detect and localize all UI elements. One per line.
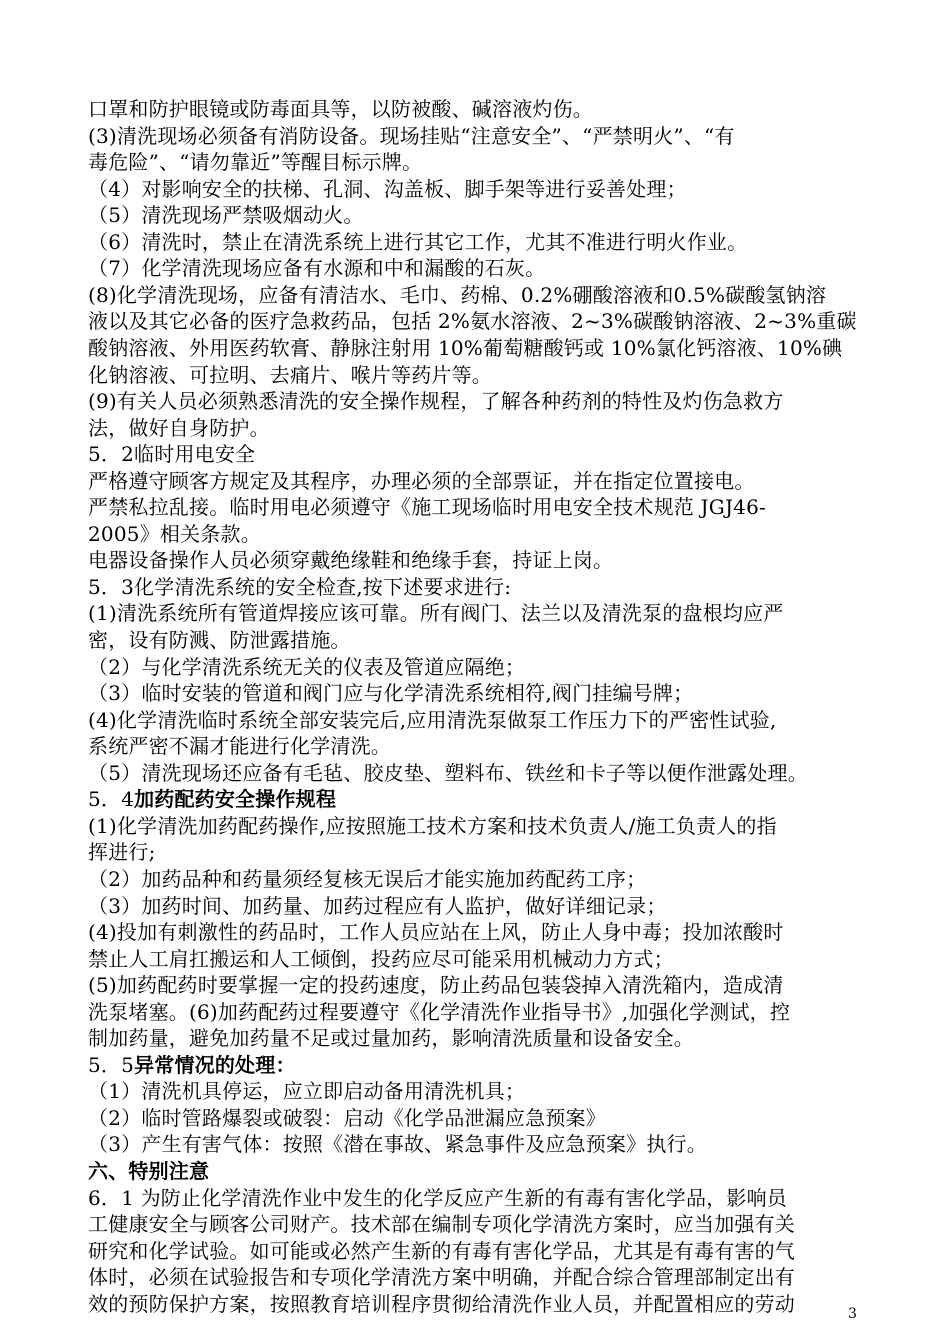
text-line xyxy=(88,308,878,334)
text-line xyxy=(88,282,878,308)
text-line xyxy=(88,255,878,281)
line-text: 口罩和防护眼镜或防毒面具等，以防被酸、碱溶液灼伤。 xyxy=(88,97,593,121)
line-text: (4)化学清洗临时系统全部安装完后,应用清洗泵做泵工作压力下的严密性试验, xyxy=(88,707,777,732)
line-text: 禁止人工肩扛搬运和人工倾倒，投药应尽可能采用机械动力方式； xyxy=(88,946,674,971)
text-line xyxy=(88,202,878,228)
text-line xyxy=(88,388,878,414)
line-text: （3）加药时间、加药量、加药过程应有人监护，做好详细记录； xyxy=(88,893,667,918)
line-text: （5）清洗现场还应备有毛毡、胶皮垫、塑料布、铁丝和卡子等以便作泄露处理。 xyxy=(88,760,808,785)
line-text: （6）清洗时，禁止在清洗系统上进行其它工作，尤其不准进行明火作业。 xyxy=(88,229,748,254)
text-line xyxy=(88,494,878,520)
line-text: （5）清洗现场严禁吸烟动火。 xyxy=(88,203,364,228)
line-bold-heading: 异常情况的处理： xyxy=(134,1052,296,1077)
line-text: 6．1 为防止化学清洗作业中发生的化学反应产生新的有毒有害化学品，影响员 xyxy=(88,1185,788,1210)
text-line xyxy=(88,627,878,653)
line-text: 严格遵守顾客方规定及其程序，办理必须的全部票证，并在指定位置接电。 xyxy=(88,468,755,493)
text-line xyxy=(88,1158,878,1184)
text-line xyxy=(88,1025,878,1051)
text-line xyxy=(88,415,878,441)
text-line xyxy=(88,1211,878,1237)
line-text: 5．3化学清洗系统的安全检查,按下述要求进行: xyxy=(88,574,512,599)
line-text: 5．4 xyxy=(88,787,135,812)
text-line xyxy=(88,1291,878,1317)
line-text: 洗泵堵塞。(6)加药配药过程要遵守《化学清洗作业指导书》,加强化学测试，控 xyxy=(88,999,791,1024)
line-bold-heading: 加药配药安全操作规程 xyxy=(134,787,337,812)
text-line xyxy=(88,946,878,972)
text-line xyxy=(88,760,878,786)
line-text: （7）化学清洗现场应备有水源和中和漏酸的石灰。 xyxy=(88,256,546,281)
line-text: 制加药量，避免加药量不足或过量加药，影响清洗质量和设备安全。 xyxy=(88,1026,694,1051)
line-text: 研究和化学试验。如可能或必然产生新的有毒有害化学品，尤其是有毒有害的气 xyxy=(88,1238,795,1263)
text-line xyxy=(88,839,878,865)
line-text: (9)有关人员必须熟悉清洗的安全操作规程，了解各种药剂的特性及灼伤急救方 xyxy=(88,389,784,414)
line-text: 电器设备操作人员必须穿戴绝缘鞋和绝缘手套，持证上岗。 xyxy=(88,548,614,573)
line-text: （2）加药品种和药量须经复核无误后才能实施加药配药工序； xyxy=(88,866,647,891)
text-line xyxy=(88,866,878,892)
text-line xyxy=(88,999,878,1025)
text-line xyxy=(88,547,878,573)
text-line xyxy=(88,600,878,626)
line-text: 5．2临时用电安全 xyxy=(88,442,256,467)
text-line xyxy=(88,1052,878,1078)
text-line xyxy=(88,229,878,255)
text-line xyxy=(88,919,878,945)
line-text: （2）临时管路爆裂或破裂：启动《化学品泄漏应急预案》 xyxy=(88,1105,606,1130)
line-text: 密，设有防溅、防泄露措施。 xyxy=(88,628,351,652)
line-text: （3）临时安装的管道和阀门应与化学清洗系统相符,阀门挂编号牌； xyxy=(88,681,694,706)
text-line xyxy=(88,733,878,759)
line-text: 5．5 xyxy=(88,1052,135,1077)
text-line xyxy=(88,654,878,680)
line-text: (3)清洗现场必须备有消防设备。现场挂贴“注意安全”、“严禁明火”、“有 xyxy=(88,123,735,148)
line-text: (1)化学清洗加药配药操作,应按照施工技术方案和技术负责人/施工负责人的指 xyxy=(88,813,777,838)
line-text: 毒危险”、“请勿靠近”等醒目标示牌。 xyxy=(88,150,423,175)
text-line xyxy=(88,813,878,839)
text-line xyxy=(88,1264,878,1290)
line-text: （1）清洗机具停运，应立即启动备用清洗机具； xyxy=(88,1079,526,1104)
text-line xyxy=(88,176,878,202)
text-line xyxy=(88,707,878,733)
text-line xyxy=(88,96,878,122)
text-line xyxy=(88,574,878,600)
text-line xyxy=(88,1131,878,1157)
line-text: 挥进行; xyxy=(88,840,156,865)
line-text: 工健康安全与顾客公司财产。技术部在编制专项化学清洗方案时，应当加强有关 xyxy=(88,1212,795,1237)
line-text: (4)投加有刺激性的药品时，工作人员应站在上风，防止人身中毒；投加浓酸时 xyxy=(88,920,784,945)
text-line xyxy=(88,893,878,919)
text-line xyxy=(88,680,878,706)
line-text: (5)加药配药时要掌握一定的投药速度，防止药品包装袋掉入清洗箱内，造成清 xyxy=(88,973,784,998)
line-text: 2005》相关条款。 xyxy=(88,521,261,546)
text-line xyxy=(88,362,878,388)
line-bold-heading: 六、特别注意 xyxy=(88,1159,210,1183)
line-text: 法，做好自身防护。 xyxy=(88,415,270,440)
text-line xyxy=(88,972,878,998)
text-line xyxy=(88,1078,878,1104)
line-text: 化钠溶液、可拉明、去痛片、喉片等药片等。 xyxy=(88,362,492,387)
text-line xyxy=(88,1185,878,1211)
line-text: 液以及其它必备的医疗急救药品，包括 2%氨水溶液、2~3%碳酸钠溶液、2~3%重碳 xyxy=(88,309,857,334)
line-text: (8)化学清洗现场，应备有清洁水、毛巾、药棉、0.2%硼酸溶液和0.5%碳酸氢钠溶 xyxy=(88,282,827,307)
line-text: （2）与化学清洗系统无关的仪表及管道应隔绝； xyxy=(88,654,526,679)
text-line xyxy=(88,123,878,149)
text-line xyxy=(88,335,878,361)
line-text: (1)清洗系统所有管道焊接应该可靠。所有阀门、法兰以及清洗泵的盘根均应严 xyxy=(88,601,784,626)
line-text: 严禁私拉乱接。临时用电必须遵守《施工现场临时用电安全技术规范 JGJ46- xyxy=(88,495,766,520)
text-line xyxy=(88,468,878,494)
text-line xyxy=(88,441,878,467)
text-line xyxy=(88,1238,878,1264)
line-text: 酸钠溶液、外用医药软膏、静脉注射用 10%葡萄糖酸钙或 10%氯化钙溶液、10%碘 xyxy=(88,335,843,360)
line-text: （3）产生有害气体：按照《潜在事故、紧急事件及应急预案》执行。 xyxy=(88,1132,707,1157)
text-line xyxy=(88,786,878,812)
line-text: 效的预防保护方案，按照教育培训程序贯彻给清洗作业人员，并配置相应的劳动 xyxy=(88,1291,795,1316)
line-text: 系统严密不漏才能进行化学清洗。 xyxy=(88,734,391,759)
line-text: 体时，必须在试验报告和专项化学清洗方案中明确，并配合综合管理部制定出有 xyxy=(88,1265,795,1290)
line-text: （4）对影响安全的扶梯、孔洞、沟盖板、脚手架等进行妥善处理； xyxy=(88,176,687,201)
text-line xyxy=(88,1105,878,1131)
text-line xyxy=(88,149,878,175)
text-line xyxy=(88,521,878,547)
page-number: 3 xyxy=(848,1306,857,1322)
